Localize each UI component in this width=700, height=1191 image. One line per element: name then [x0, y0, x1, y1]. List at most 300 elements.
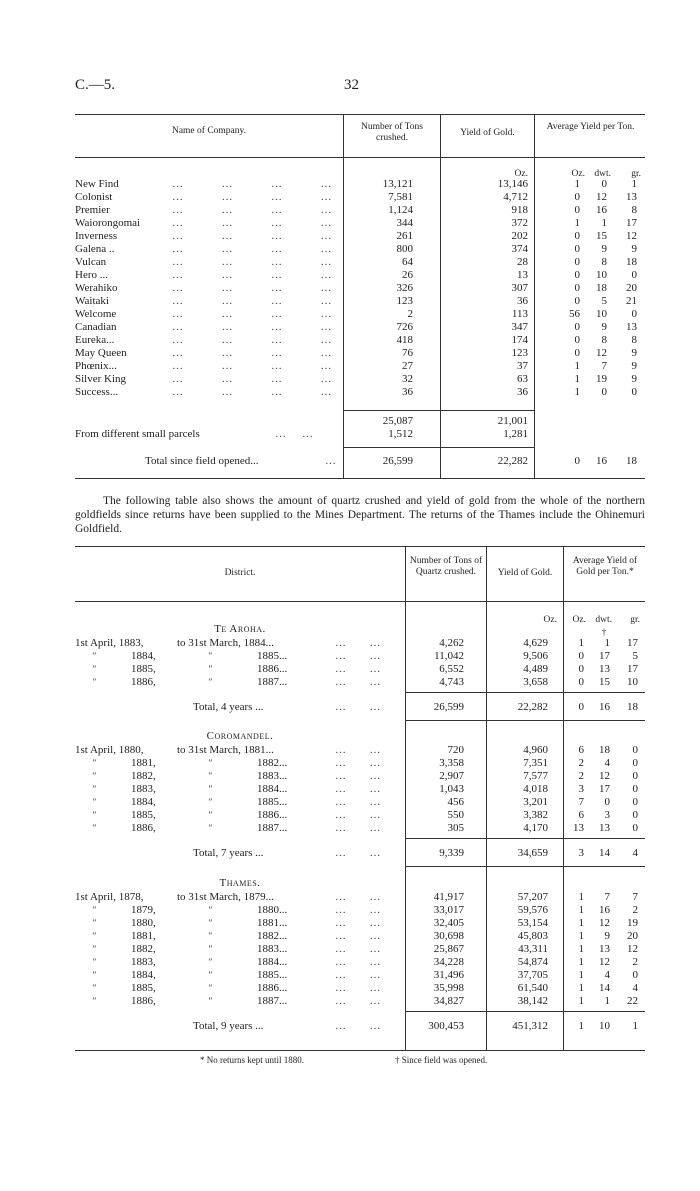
company-name: Success... — [75, 386, 119, 398]
average-gr: 18 — [626, 256, 637, 268]
company-name: Galena .. — [75, 243, 115, 255]
gold-yield: 38,142 — [517, 995, 548, 1007]
gold-yield: 307 — [511, 282, 528, 294]
period-end: 1884... — [257, 956, 288, 968]
tons-crushed: 34,827 — [433, 995, 464, 1007]
leader-dots: … … … … — [172, 373, 333, 385]
table-rule-bottom — [75, 1050, 645, 1051]
gold-yield: 3,658 — [523, 676, 548, 688]
tons-crushed: 261 — [396, 230, 413, 242]
ditto-mark: " — [92, 784, 96, 794]
leader-dots: … … — [335, 676, 382, 688]
average-gr: 0 — [632, 744, 638, 756]
header-average: Average Yield per Ton. — [546, 122, 635, 132]
gold-yield: 61,540 — [517, 982, 548, 994]
total-gr: 18 — [626, 455, 637, 467]
leader-dots: … … — [275, 428, 314, 440]
gold-yield: 13,146 — [497, 178, 528, 190]
tons-crushed: 2 — [407, 308, 413, 320]
average-dwt: 1 — [601, 217, 607, 229]
period-end: 1887... — [257, 822, 288, 834]
total-oz: 3 — [578, 847, 584, 859]
average-gr: 4 — [632, 982, 638, 994]
average-gr: 7 — [632, 891, 638, 903]
company-name: Waitaki — [75, 295, 109, 307]
parcels-label: From different small parcels — [75, 428, 200, 440]
gold-yield: 174 — [511, 334, 528, 346]
ditto-mark: " — [208, 797, 212, 807]
leader-dots: … … — [335, 744, 382, 756]
average-gr: 2 — [632, 904, 638, 916]
section-rule — [405, 866, 645, 867]
average-gr: 10 — [627, 676, 638, 688]
total-dwt: 16 — [596, 455, 607, 467]
average-dwt: 16 — [599, 904, 610, 916]
leader-dots: … … … … — [172, 256, 333, 268]
header-district: District. — [224, 568, 256, 578]
gold-yield: 57,207 — [517, 891, 548, 903]
average-dwt: 8 — [601, 256, 607, 268]
period-end: to 31st March, 1884... — [177, 637, 274, 649]
leader-dots: … … — [335, 701, 382, 713]
header-company: Name of Company. — [171, 126, 247, 136]
average-gr: 0 — [632, 822, 638, 834]
gold-yield: 13 — [517, 269, 528, 281]
average-gr: 9 — [631, 360, 637, 372]
period-end: 1883... — [257, 770, 288, 782]
table-rule-top — [75, 546, 645, 547]
period-end: to 31st March, 1879... — [177, 891, 274, 903]
average-dwt: 4 — [604, 969, 610, 981]
tons-crushed: 550 — [447, 809, 464, 821]
leader-dots: … … … … — [172, 321, 333, 333]
leader-dots: … … — [335, 822, 382, 834]
period-start: 1st April, 1880, — [75, 744, 144, 756]
ditto-mark: " — [92, 918, 96, 928]
total-dwt: 16 — [599, 701, 610, 713]
unit-oz: Oz. — [543, 615, 557, 625]
ditto-mark: " — [208, 810, 212, 820]
ditto-mark: " — [92, 677, 96, 687]
average-dwt: 5 — [601, 295, 607, 307]
leader-dots: … … — [335, 891, 382, 903]
leader-dots: … … … … — [172, 360, 333, 372]
average-oz: 1 — [578, 904, 584, 916]
period-end: 1886... — [257, 982, 288, 994]
average-gr: 0 — [632, 783, 638, 795]
ditto-mark: " — [92, 905, 96, 915]
total-oz: 1 — [578, 1020, 584, 1032]
subtotal-rule — [343, 410, 534, 411]
average-oz: 1 — [578, 637, 584, 649]
leader-dots: … … — [335, 663, 382, 675]
average-gr: 13 — [626, 321, 637, 333]
leader-dots: … — [325, 455, 337, 467]
gold-yield: 3,201 — [523, 796, 548, 808]
average-dwt: 15 — [599, 676, 610, 688]
tons-crushed: 64 — [402, 256, 413, 268]
leader-dots: … … … … — [172, 269, 333, 281]
ditto-mark: " — [92, 996, 96, 1006]
average-gr: 17 — [627, 637, 638, 649]
tons-crushed: 34,228 — [433, 956, 464, 968]
period-start: 1881, — [131, 930, 156, 942]
tons-crushed: 344 — [396, 217, 413, 229]
company-name: Premier — [75, 204, 110, 216]
company-name: Silver King — [75, 373, 127, 385]
average-dwt: 9 — [604, 930, 610, 942]
period-start: 1st April, 1883, — [75, 637, 144, 649]
ditto-mark: " — [208, 944, 212, 954]
average-dwt: 16 — [596, 204, 607, 216]
company-name: Eureka... — [75, 334, 115, 346]
total-tons: 26,599 — [382, 455, 413, 467]
tons-crushed: 36 — [402, 386, 413, 398]
total-label: Total, 7 years ... — [193, 847, 264, 859]
ditto-mark: " — [92, 797, 96, 807]
table-rule-header — [75, 601, 645, 602]
tons-crushed: 2,907 — [439, 770, 464, 782]
average-dwt: 18 — [596, 282, 607, 294]
average-dwt: 9 — [601, 321, 607, 333]
tons-crushed: 27 — [402, 360, 413, 372]
tons-crushed: 3,358 — [439, 757, 464, 769]
tons-crushed: 456 — [447, 796, 464, 808]
average-gr: 9 — [631, 373, 637, 385]
average-gr: 2 — [632, 956, 638, 968]
leader-dots: … … — [335, 796, 382, 808]
period-end: to 31st March, 1881... — [177, 744, 274, 756]
average-dwt: 12 — [596, 347, 607, 359]
average-oz: 56 — [569, 308, 580, 320]
average-oz: 1 — [578, 956, 584, 968]
column-rule — [534, 114, 535, 478]
average-dwt: 3 — [604, 809, 610, 821]
tons-crushed: 32 — [402, 373, 413, 385]
ditto-mark: " — [208, 664, 212, 674]
unit-dwt: dwt. — [594, 169, 611, 179]
average-oz: 2 — [578, 770, 584, 782]
tons-crushed: 26 — [402, 269, 413, 281]
leader-dots: … … — [335, 783, 382, 795]
gold-yield: 54,874 — [517, 956, 548, 968]
period-start: 1883, — [131, 956, 156, 968]
average-gr: 0 — [632, 809, 638, 821]
tons-crushed: 7,581 — [388, 191, 413, 203]
average-oz: 0 — [574, 191, 580, 203]
average-gr: 12 — [627, 943, 638, 955]
average-oz: 0 — [574, 334, 580, 346]
leader-dots: … … — [335, 969, 382, 981]
average-dwt: 0 — [604, 796, 610, 808]
tons-crushed: 13,121 — [382, 178, 413, 190]
leader-dots: … … … … — [172, 295, 333, 307]
gold-yield: 202 — [511, 230, 528, 242]
tons-crushed: 305 — [447, 822, 464, 834]
header-yield: Yield of Gold. — [460, 128, 515, 138]
tons-crushed: 1,124 — [388, 204, 413, 216]
leader-dots: … … … … — [172, 386, 333, 398]
average-oz: 1 — [574, 373, 580, 385]
average-gr: 0 — [631, 386, 637, 398]
gold-yield: 63 — [517, 373, 528, 385]
header-average: Average Yield of Gold per Ton.* — [572, 556, 638, 577]
gold-yield: 37 — [517, 360, 528, 372]
average-oz: 1 — [578, 969, 584, 981]
average-gr: 0 — [631, 269, 637, 281]
total-yield: 22,282 — [497, 455, 528, 467]
average-oz: 1 — [574, 178, 580, 190]
period-end: 1883... — [257, 943, 288, 955]
table-rule-bottom — [75, 478, 645, 479]
total-yield: 34,659 — [517, 847, 548, 859]
average-oz: 1 — [578, 982, 584, 994]
average-dwt: 13 — [599, 663, 610, 675]
company-name: Hero ... — [75, 269, 108, 281]
subtotal-yield: 21,001 — [497, 415, 528, 427]
ditto-mark: " — [92, 823, 96, 833]
average-gr: 17 — [627, 663, 638, 675]
parcels-tons: 1,512 — [388, 428, 413, 440]
average-dwt: 0 — [601, 178, 607, 190]
average-dwt: 17 — [599, 783, 610, 795]
average-dwt: 18 — [599, 744, 610, 756]
gold-yield: 3,382 — [523, 809, 548, 821]
period-start: 1884, — [131, 650, 156, 662]
ditto-mark: " — [92, 771, 96, 781]
total-rule — [405, 1011, 645, 1012]
gold-yield: 347 — [511, 321, 528, 333]
average-oz: 13 — [573, 822, 584, 834]
average-oz: 0 — [574, 243, 580, 255]
gold-yield: 918 — [511, 204, 528, 216]
total-label: Total since field opened... — [145, 455, 259, 467]
ditto-mark: " — [92, 651, 96, 661]
gold-yield: 7,577 — [523, 770, 548, 782]
average-oz: 0 — [574, 256, 580, 268]
tons-crushed: 11,042 — [434, 650, 464, 662]
gold-yield: 7,351 — [523, 757, 548, 769]
average-oz: 0 — [578, 650, 584, 662]
period-start: 1882, — [131, 770, 156, 782]
ditto-mark: " — [92, 758, 96, 768]
gold-yield: 123 — [511, 347, 528, 359]
period-start: 1883, — [131, 783, 156, 795]
company-name: Vulcan — [75, 256, 107, 268]
average-gr: 0 — [632, 796, 638, 808]
average-dwt: 12 — [599, 917, 610, 929]
total-label: Total, 4 years ... — [193, 701, 264, 713]
ditto-mark: " — [208, 905, 212, 915]
ditto-mark: " — [208, 970, 212, 980]
gold-yield: 4,489 — [523, 663, 548, 675]
average-oz: 1 — [574, 360, 580, 372]
ditto-mark: " — [208, 758, 212, 768]
average-oz: 2 — [578, 757, 584, 769]
average-oz: 1 — [578, 995, 584, 1007]
average-oz: 0 — [574, 321, 580, 333]
tons-crushed: 418 — [396, 334, 413, 346]
ditto-mark: " — [208, 996, 212, 1006]
header-tons: Number of Tons crushed. — [361, 122, 423, 143]
average-oz: 1 — [574, 217, 580, 229]
tons-crushed: 33,017 — [433, 904, 464, 916]
average-oz: 1 — [578, 891, 584, 903]
gold-yield: 4,018 — [523, 783, 548, 795]
average-oz: 1 — [574, 386, 580, 398]
gold-yield: 4,629 — [523, 637, 548, 649]
leader-dots: … … … … — [172, 334, 333, 346]
leader-dots: … … … … — [172, 282, 333, 294]
leader-dots: … … — [335, 982, 382, 994]
total-gr: 1 — [632, 1020, 638, 1032]
period-end: 1881... — [257, 917, 288, 929]
leader-dots: … … … … — [172, 204, 333, 216]
average-oz: 0 — [574, 282, 580, 294]
average-oz: 7 — [578, 796, 584, 808]
average-oz: 6 — [578, 744, 584, 756]
average-dwt: 4 — [604, 757, 610, 769]
total-yield: 22,282 — [517, 701, 548, 713]
period-end: 1887... — [257, 676, 288, 688]
leader-dots: … … — [335, 650, 382, 662]
leader-dots: … … … … — [172, 243, 333, 255]
average-dwt: 9 — [601, 243, 607, 255]
tons-crushed: 726 — [396, 321, 413, 333]
gold-yield: 113 — [511, 308, 528, 320]
company-name: Werahiko — [75, 282, 118, 294]
gold-yield: 4,960 — [523, 744, 548, 756]
subtotal-tons: 25,087 — [382, 415, 413, 427]
ditto-mark: " — [208, 931, 212, 941]
total-tons: 9,339 — [439, 847, 464, 859]
unit-dwt: dwt. — [595, 615, 612, 625]
period-end: 1884... — [257, 783, 288, 795]
leader-dots: … … — [335, 917, 382, 929]
average-gr: 0 — [632, 757, 638, 769]
total-dwt: 10 — [599, 1020, 610, 1032]
average-oz: 0 — [578, 663, 584, 675]
gold-yield: 53,154 — [517, 917, 548, 929]
average-dwt: 12 — [599, 770, 610, 782]
page-number: 32 — [344, 77, 359, 93]
ditto-mark: " — [208, 957, 212, 967]
leader-dots: … … … … — [172, 191, 333, 203]
average-dwt: 10 — [596, 308, 607, 320]
unit-oz: Oz. — [514, 169, 528, 179]
period-start: 1880, — [131, 917, 156, 929]
gold-yield: 372 — [511, 217, 528, 229]
gold-yield: 43,311 — [518, 943, 548, 955]
average-gr: 8 — [631, 334, 637, 346]
header-tons: Number of Tons of Quartz crushed. — [409, 556, 483, 577]
average-gr: 9 — [631, 347, 637, 359]
tons-crushed: 25,867 — [433, 943, 464, 955]
average-oz: 1 — [578, 943, 584, 955]
total-dwt: 14 — [599, 847, 610, 859]
average-dwt: 10 — [596, 269, 607, 281]
average-gr: 20 — [627, 930, 638, 942]
total-yield: 451,312 — [512, 1020, 548, 1032]
average-gr: 21 — [626, 295, 637, 307]
total-oz: 0 — [578, 701, 584, 713]
district-heading: Coromandel. — [206, 730, 274, 742]
unit-gr: gr. — [630, 615, 640, 625]
tons-crushed: 720 — [447, 744, 464, 756]
average-dwt: 13 — [599, 822, 610, 834]
average-gr: 8 — [631, 204, 637, 216]
average-oz: 0 — [574, 347, 580, 359]
period-start: 1886, — [131, 822, 156, 834]
ditto-mark: " — [92, 970, 96, 980]
company-name: Welcome — [75, 308, 117, 320]
intro-paragraph: The following table also shows the amount of quartz crushed and yield of gold from the whole of the northern goldfields since returns have been supplied to the Mines Department. The returns of the Thames include the Ohinemuri Goldfield. — [75, 495, 645, 535]
tons-crushed: 1,043 — [439, 783, 464, 795]
unit-gr: gr. — [631, 169, 641, 179]
ditto-mark: " — [208, 784, 212, 794]
company-name: New Find — [75, 178, 119, 190]
gold-yield: 37,705 — [517, 969, 548, 981]
period-start: 1886, — [131, 676, 156, 688]
average-dwt: 14 — [599, 982, 610, 994]
average-dwt: 17 — [599, 650, 610, 662]
average-dwt: 15 — [596, 230, 607, 242]
average-gr: 12 — [626, 230, 637, 242]
average-dwt: 7 — [601, 360, 607, 372]
district-heading: Thames. — [219, 877, 261, 889]
gold-yield: 374 — [511, 243, 528, 255]
average-dwt: 8 — [601, 334, 607, 346]
average-oz: 1 — [578, 930, 584, 942]
total-tons: 26,599 — [433, 701, 464, 713]
period-end: 1886... — [257, 809, 288, 821]
average-gr: 19 — [627, 917, 638, 929]
gold-yield: 36 — [517, 295, 528, 307]
period-start: 1885, — [131, 982, 156, 994]
tons-crushed: 800 — [396, 243, 413, 255]
footnote-star: * No returns kept until 1880. — [200, 1055, 304, 1065]
average-gr: 17 — [626, 217, 637, 229]
period-end: 1880... — [257, 904, 288, 916]
leader-dots: … … … … — [172, 217, 333, 229]
company-name: Waiorongomai — [75, 217, 141, 229]
table-rule-top — [75, 114, 645, 115]
unit-oz: Oz. — [572, 615, 586, 625]
period-start: 1st April, 1878, — [75, 891, 144, 903]
average-dwt: 19 — [596, 373, 607, 385]
gold-yield: 45,803 — [517, 930, 548, 942]
average-oz: 6 — [578, 809, 584, 821]
average-gr: 9 — [631, 243, 637, 255]
company-name: Colonist — [75, 191, 113, 203]
leader-dots: … … — [335, 995, 382, 1007]
ditto-mark: " — [92, 957, 96, 967]
tons-crushed: 41,917 — [433, 891, 464, 903]
average-gr: 22 — [627, 995, 638, 1007]
ditto-mark: " — [208, 677, 212, 687]
average-gr: 0 — [631, 308, 637, 320]
ditto-mark: " — [208, 918, 212, 928]
ditto-mark: " — [92, 931, 96, 941]
total-gr: 18 — [627, 701, 638, 713]
total-oz: 0 — [574, 455, 580, 467]
period-end: 1885... — [257, 796, 288, 808]
average-gr: 0 — [632, 770, 638, 782]
gold-yield: 4,170 — [523, 822, 548, 834]
period-end: 1886... — [257, 663, 288, 675]
average-oz: 0 — [574, 204, 580, 216]
period-start: 1882, — [131, 943, 156, 955]
